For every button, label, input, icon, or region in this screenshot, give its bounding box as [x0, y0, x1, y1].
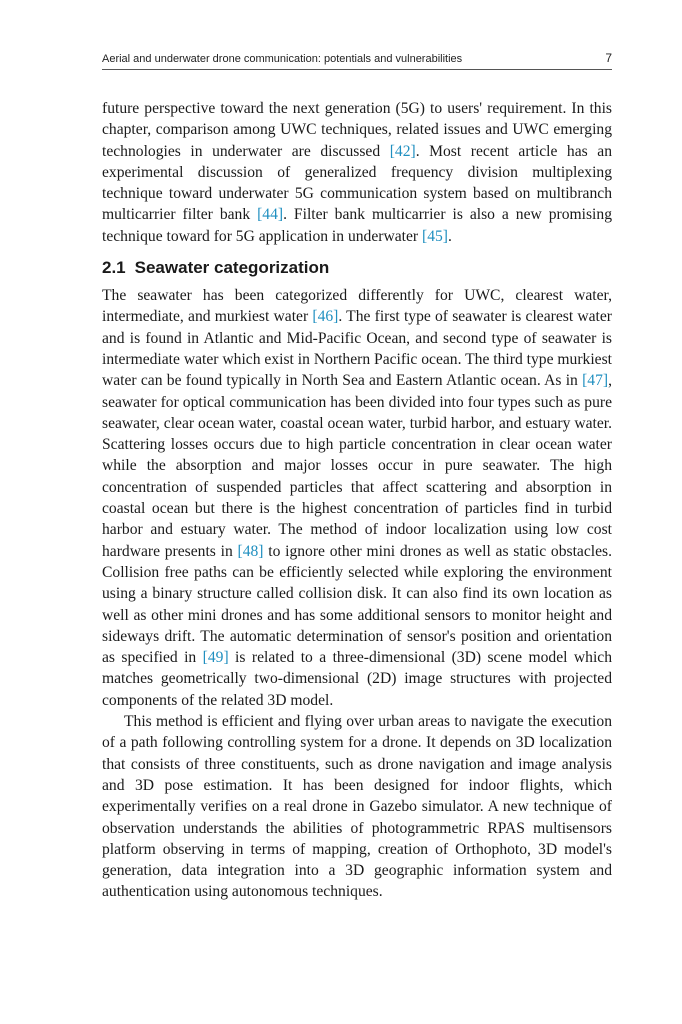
text-run: .	[447, 227, 452, 245]
text-run: , seawater for optical communication has been divided into four types such as pure seawater, clear ocean water, coastal ocean water, turbid harbor, and estuary water. Scattering losses occurs due to high particle concentration in clear ocean water while the absorption and major losses occur in pure seawater. The high concentration of suspended particles that affect scattering and absorption in coastal ocean but there is the highest concentration of particles find in turbid harbor and estuary water. The method of indoor localization using low cost hardware presents in	[102, 372, 612, 560]
text-run: . Filter bank multicarrier is also a new promising technique toward for 5G application in underwater	[102, 206, 612, 245]
section-title: Seawater categorization	[134, 258, 330, 278]
paragraph-intro	[102, 98, 612, 247]
page-number: 7	[605, 51, 612, 65]
citation-link[interactable]: [46]	[312, 308, 339, 326]
text-run: to ignore other mini drones as well as static obstacles. Collision free paths can be efficiently selected while exploring the environment using a binary structure called collision disk. It can also find its own location as well as other mini drones and has some additional sensors to monitor height and sideways drift. The automatic determination of sensor's position and orientation as specified in	[102, 542, 612, 667]
paragraph-seawater	[102, 285, 612, 711]
citation-link[interactable]: [47]	[582, 372, 609, 390]
text-run: . Most recent article has an experimental discussion of generalized frequency division multiplexing technique toward underwater 5G communication system based on multibranch multicarrier filter bank	[102, 142, 612, 224]
paragraph-method: This method is efficient and flying over urban areas to navigate the execution of a path following controlling system for a drone. It depends on 3D localization that consists of three constituents, such as drone navigation and image analysis and 3D pose estimation. It has been designed for indoor flights, which experimentally verifies on a real drone in Gazebo simulator. A new technique of observation understands the abilities of photogrammetric RPAS multisensors platform observing in terms of mapping, creation of Orthophoto, 3D model's generation, data integration into a 3D geographic information system and authentication using autonomous techniques.	[102, 713, 612, 901]
section-number: 2.1	[102, 258, 126, 278]
running-header	[102, 51, 612, 70]
body-text	[102, 98, 612, 903]
text-run: . The first type of seawater is clearest water and is found in Atlantic and Mid-Pacific Ocean, and second type of seawater is intermediate water which exist in Northern Pacific ocean. The third type murkiest water can be found typically in North Sea and Eastern Atlantic ocean. As in	[102, 308, 613, 390]
citation-link[interactable]: [48]	[237, 542, 264, 560]
citation-link[interactable]: [45]	[422, 227, 448, 245]
running-title: Aerial and underwater drone communication: potentials and vulnerabilities	[102, 53, 463, 65]
citation-link[interactable]: [44]	[257, 206, 284, 224]
section-heading	[102, 257, 612, 279]
citation-link[interactable]: [42]	[389, 142, 416, 160]
text-run: is related to a three-dimensional (3D) scene model which matches geometrically two-dimensional (2D) image structures with projected components of the related 3D model.	[102, 649, 612, 709]
citation-link[interactable]: [49]	[202, 649, 229, 667]
text-run: The seawater has been categorized differently for UWC, clearest water, intermediate, and murkiest water	[102, 287, 612, 326]
text-run: future perspective toward the next generation (5G) to users' requirement. In this chapter, comparison among UWC techniques, related issues and UWC emerging technologies in underwater are discussed	[102, 100, 612, 160]
